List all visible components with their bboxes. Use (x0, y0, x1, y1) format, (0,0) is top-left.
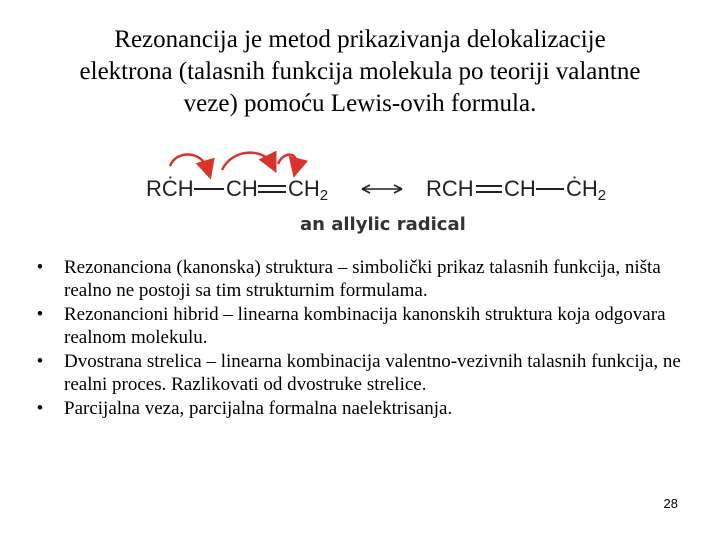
left-ch: CH (226, 176, 258, 201)
allylic-radical-diagram (140, 148, 630, 240)
bullet-item-3 (30, 350, 700, 396)
right-ch: CH (504, 176, 536, 201)
bullet-dot: • (36, 304, 44, 325)
bullet-item-4 (30, 397, 700, 420)
slide-title (30, 24, 690, 120)
resonance-arrow (362, 185, 402, 193)
bullet-item-1 (30, 256, 700, 302)
resonance-svg (140, 148, 630, 240)
bullet-item-2 (30, 303, 700, 349)
page-number: 28 (663, 496, 678, 511)
bullet-dot: • (36, 351, 44, 372)
electron-arrow-2 (222, 153, 272, 170)
bullet-dot: • (36, 257, 44, 278)
bullet-list (30, 256, 700, 421)
right-rch: RCH (426, 176, 474, 201)
left-rch: RĊH (146, 176, 194, 201)
bullet-text-4: Parcijalna veza, parcijalna formalna naelektrisanja. (64, 398, 453, 419)
electron-arrow-1 (170, 154, 208, 170)
title-line-1: Rezonancija je metod prikazivanja delokalizacije (114, 26, 606, 53)
title-line-2: elektrona (talasnih funkcija molekula po teoriji valantne (79, 58, 641, 85)
bullet-text-3: Dvostrana strelica – linearna kombinacija valentno-vezivnih talasnih funkcija, ne realni proces. Razlikovati od dvostruke strelice. (64, 351, 681, 395)
right-ch2: ĊH2 (566, 176, 607, 204)
left-ch2: CH2 (288, 176, 329, 204)
title-line-3: veze) pomoću Lewis-ovih formula. (183, 90, 537, 117)
bullet-dot: • (36, 398, 44, 419)
electron-arrow-3 (278, 155, 297, 168)
bullet-text-2: Rezonancioni hibrid – linearna kombinacija kanonskih struktura koja odgovara realnom molekulu. (64, 304, 666, 348)
diagram-caption: an allylic radical (300, 214, 466, 235)
bullet-text-1: Rezonanciona (kanonska) struktura – simbolički prikaz talasnih funkcija, ništa realno ne postoji sa tim strukturnim formulama. (64, 257, 661, 301)
